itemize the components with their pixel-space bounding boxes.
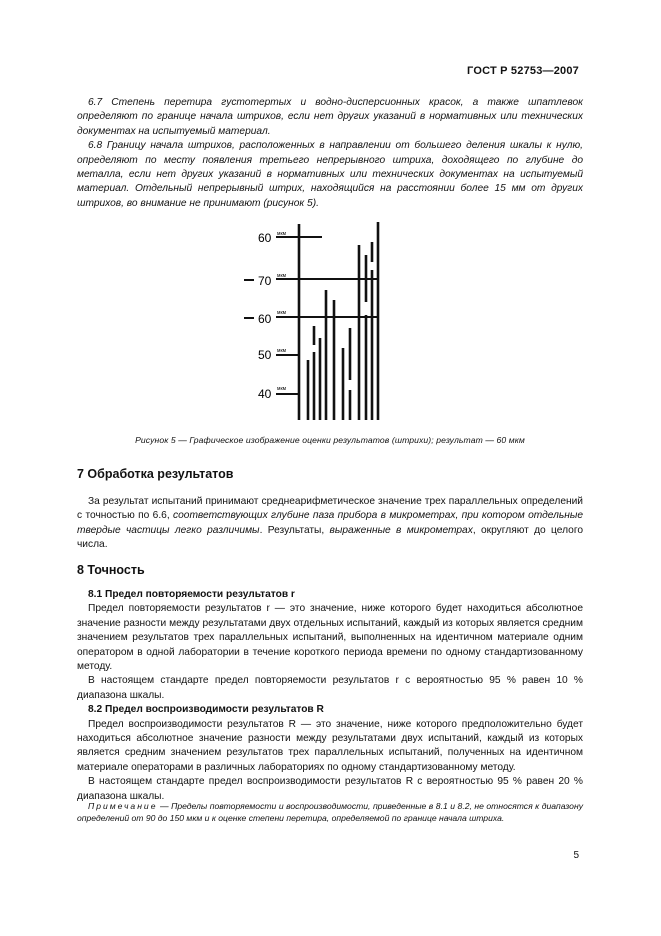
paragraph-6-7: 6.7 Степень перетира густотертых и водно-дисперсионных красок, а также шпатлевок определяют по границе начала штрихов, если нет других указаний в нормативных или технических документах на испытуемый материал. [77,97,583,137]
note-label: Примечание [88,801,158,811]
paragraph-8-2a: Предел воспроизводимости результатов R — это значение, ниже которого предположительно будет находиться абсолютное значение разности между результатами двух испытаний, каждый из которых является средним значением результатов трех параллельных испытаний, полученных на идентичном материале операторами в различных лабораториях по одному стандартизованному методу. [77,718,583,773]
paragraph-8-1a: Предел повторяемости результатов r — это значение, ниже которого будет находиться абсолютное значение разности между результатами двух отдельных испытаний, каждый из которых является средним значением результатов трех параллельных испытаний, выполненных на идентичном материале одним оператором в одной лаборатории в течение короткого периода времени по одному стандартизованному методу. [77,603,583,673]
page-number: 5 [573,850,579,861]
paragraph-8-1b: В настоящем стандарте предел повторяемости результатов r с вероятностью 95 % равен 10 % диапазона шкалы. [77,675,583,701]
unit-label: мкм [277,386,287,392]
unit-label: мкм [277,310,287,316]
paragraph-7-1 [77,495,583,553]
unit-labels [277,231,287,392]
scale-labels [258,231,272,401]
section7-text [77,495,583,553]
paragraph-8-2b: В настоящем стандарте предел воспроизводимости результатов R с вероятностью 95 % равен 20 % диапазона шкалы. [77,776,583,802]
scale-label: 70 [258,274,272,288]
scale-label: 60 [258,231,272,245]
text-run-italic: соответствующих глубине паза прибора в микрометрах, при котором отдельные твердые частицы легко различимы [77,510,583,536]
figure-caption: Рисунок 5 — Графическое изображение оценки результатов (штрихи); результат — 60 мкм [135,435,525,445]
text-run: . Результаты, [259,524,330,536]
unit-label: мкм [277,348,287,354]
side-dashes [244,280,254,318]
note [77,800,583,824]
text-run: За результат испытаний принимают среднеарифметическое значение трех параллельных определений с точностью по 6.6, [77,496,583,522]
unit-label: мкм [277,231,287,237]
section8-text [77,588,583,804]
text-run: , округляют до целого числа. [77,524,583,551]
strokes [299,222,378,420]
paragraph-6-8: 6.8 Границу начала штрихов, расположенных в направлении от большего деления шкалы к нулю, определяют по месту появления третьего непрерывного штриха, доходящего по глубине до металла, если нет других указаний в нормативных или технических документах на испытуемый материал. Отдельный непрерывный штрих, находящийся на расстоянии более 15 мм от других штрихов, во внимание не принимают (рисунок 5). [77,140,583,209]
unit-label: мкм [277,273,287,279]
note-text: — Пределы повторяемости и воспроизводимости, приведенные в 8.1 и 8.2, не относятся к диапазону определений от 90 до 150 мкм и к оценке степени перетира, определяемой по границе начала штриха. [77,801,583,823]
section-8-title: 8 Точность [77,563,145,577]
scale-label: 50 [258,348,272,362]
scale-label: 40 [258,387,272,401]
text-run-italic: выраженные в микрометрах [329,524,473,536]
section-7-title: 7 Обработка результатов [77,467,234,481]
heading-8-1: 8.1 Предел повторяемости результатов r [88,589,295,600]
document-code: ГОСТ Р 52753—2007 [467,65,579,77]
scale-label: 60 [258,312,272,326]
heading-8-2: 8.2 Предел воспроизводимости результатов R [88,704,324,716]
